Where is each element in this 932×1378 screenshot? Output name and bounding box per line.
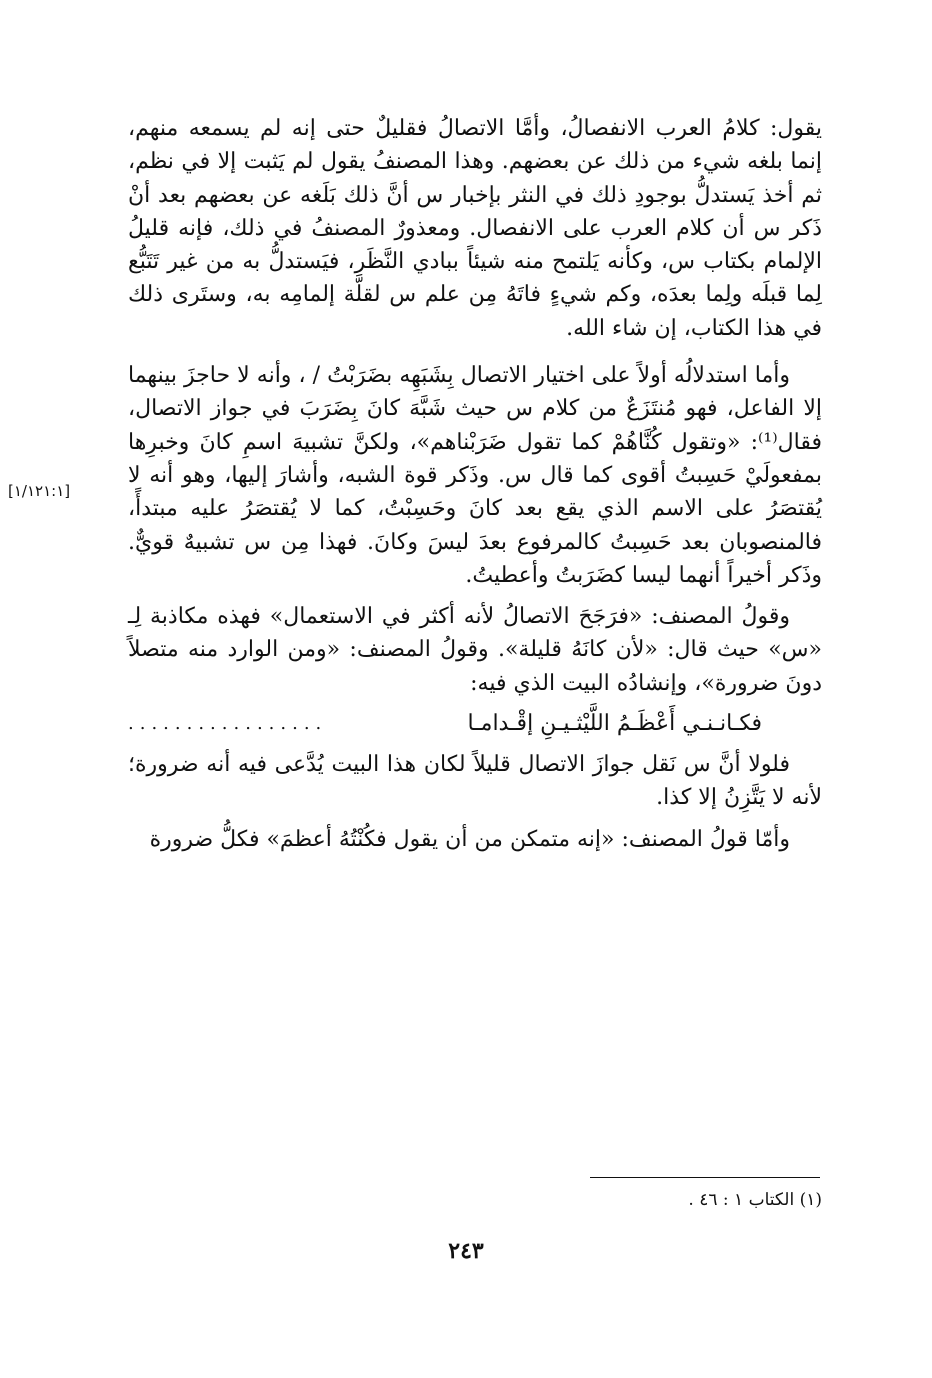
page-body — [128, 112, 822, 856]
paragraph-5: وأمّا قولُ المصنف: «إنه متمكن من أن يقول فكُنْتُهُ أعظمَ» فكلُّ ضرورة — [149, 826, 790, 852]
paragraph-4: فلولا أنَّ س نَقل جوازَ الاتصال قليلاً لكان هذا البيت يُدَّعى فيه أنه ضرورة؛ لأنه لا يَتَّزِنُ إلا كذا. — [128, 752, 822, 811]
paragraph-1: يقول: كلامُ العرب الانفصالُ، وأمَّا الاتصالُ فقليلٌ حتى إنه لم يسمعه منهم، إنما بلغه شيء من ذلك عن بعضهم. وهذا المصنفُ يقول لم يَثبت إلا في نظم، ثم أخذ يَستدلُّ بوجودِ ذلك في النثر بإخبار س أنَّ ذلك بَلَغه عن بعضهم بعد أنْ ذَكر س أن كلام العرب على الانفصال. ومعذورٌ المصنفُ في ذلك، فإنه قليلُ الإلمام بكتاب س، وكأنه يَلتمح منه شيئاً ببادي النَّظَر، فيَستدلُّ به من غير تَتَبُّع لِما قبلَه ولِما بعدَه، وكم شيءٍ فاتَهُ مِن علم س لقلَّة إلمامِه به، وستَرى ذلك في هذا الكتاب، إن شاء الله. — [128, 116, 822, 341]
footnote: (١) الكتاب ١ : ٤٦ . — [688, 1190, 822, 1210]
paragraph-3: وقولُ المصنف: «فرَجَحَ الاتصالُ لأنه أكثر في الاستعمال» فهذه مكاذبة لِـ «س» حيث قال: «لأن كانَهُ قليلة». وقولُ المصنف: «ومن الوارد منه متصلاً دونَ ضرورة»، وإنشادُه البيت الذي فيه: — [128, 604, 822, 696]
verse-line — [128, 706, 822, 740]
paragraph-2: وأما استدلالُه أولاً على اختيار الاتصال بِشَبَهِه بضَرَبْتُ / ، وأنه لا حاجزَ بينهما إلا الفاعل، فهو مُنتَزَعٌ من كلام س حيث شَبَّهَ كانَ بِضَرَبَ في جواز الاتصال، فقال⁽¹⁾: «وتقول كُنَّاهُمْ كما تقول ضَرَبْناهم»، ولكنَّ تشبيهَ اسمِ كانَ وخبرِها بمفعولَيْ حَسِبتُ أقوى كما قال س. وذَكر قوة الشبه، وأشارَ إليها، وهو أنه لا يُقتصَرُ على الاسم الذي يقع بعد كانَ وحَسِبْتُ، كما لا يُقتصَرُ عليه مبتدأً، فالمنصوبان بعد حَسِبتُ كالمرفوع بعدَ ليسَ وكانَ. فهذا مِن س تشبيهٌ قويٌّ. وذَكر أخيراً أنهما ليسا كضَرَبتُ وأعطيتُ. — [128, 363, 822, 588]
verse-hemistich: فكـانـنـي أَعْظَـمُ اللَّيْثـيـنِ إقْـدامـا — [467, 710, 762, 736]
page-number: ٢٤٣ — [448, 1238, 484, 1264]
verse-omitted-dots: ................. — [128, 712, 328, 734]
footnote-divider — [590, 1177, 820, 1178]
margin-reference: [١/١٢١:١] — [8, 482, 71, 500]
